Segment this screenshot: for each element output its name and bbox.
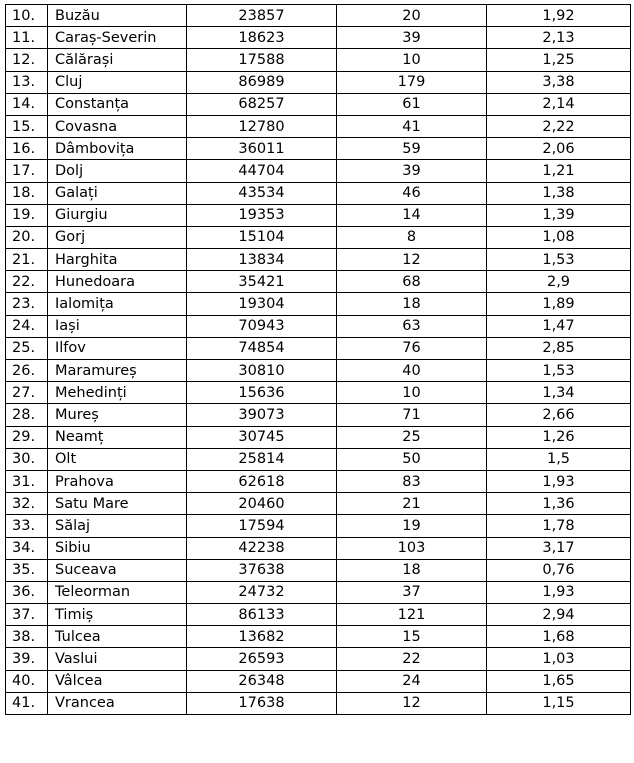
value-cell: 70943 bbox=[187, 315, 337, 337]
row-number-cell: 18. bbox=[6, 182, 48, 204]
county-name-cell: Teleorman bbox=[48, 581, 187, 603]
county-name-cell: Dolj bbox=[48, 160, 187, 182]
county-name-cell: Ialomița bbox=[48, 293, 187, 315]
value-cell: 43534 bbox=[187, 182, 337, 204]
county-name-cell: Mureș bbox=[48, 404, 187, 426]
row-number-cell: 17. bbox=[6, 160, 48, 182]
ratio-cell: 2,13 bbox=[487, 27, 631, 49]
county-name-cell: Iași bbox=[48, 315, 187, 337]
value-cell: 26348 bbox=[187, 670, 337, 692]
value-cell: 17588 bbox=[187, 49, 337, 71]
count-cell: 61 bbox=[337, 93, 487, 115]
value-cell: 18623 bbox=[187, 27, 337, 49]
county-name-cell: Satu Mare bbox=[48, 493, 187, 515]
table-row bbox=[6, 49, 631, 71]
ratio-cell: 1,08 bbox=[487, 226, 631, 248]
count-cell: 18 bbox=[337, 559, 487, 581]
county-name-cell: Hunedoara bbox=[48, 271, 187, 293]
table-row bbox=[6, 670, 631, 692]
table-row bbox=[6, 648, 631, 670]
ratio-cell: 3,38 bbox=[487, 71, 631, 93]
table-row bbox=[6, 404, 631, 426]
row-number-cell: 30. bbox=[6, 448, 48, 470]
ratio-cell: 1,15 bbox=[487, 692, 631, 714]
value-cell: 39073 bbox=[187, 404, 337, 426]
county-name-cell: Dâmbovița bbox=[48, 138, 187, 160]
row-number-cell: 24. bbox=[6, 315, 48, 337]
row-number-cell: 19. bbox=[6, 204, 48, 226]
row-number-cell: 34. bbox=[6, 537, 48, 559]
ratio-cell: 1,25 bbox=[487, 49, 631, 71]
ratio-cell: 1,92 bbox=[487, 5, 631, 27]
value-cell: 12780 bbox=[187, 115, 337, 137]
count-cell: 40 bbox=[337, 360, 487, 382]
count-cell: 10 bbox=[337, 382, 487, 404]
value-cell: 30745 bbox=[187, 426, 337, 448]
count-cell: 121 bbox=[337, 604, 487, 626]
row-number-cell: 38. bbox=[6, 626, 48, 648]
value-cell: 74854 bbox=[187, 337, 337, 359]
row-number-cell: 13. bbox=[6, 71, 48, 93]
value-cell: 37638 bbox=[187, 559, 337, 581]
value-cell: 24732 bbox=[187, 581, 337, 603]
county-name-cell: Vrancea bbox=[48, 692, 187, 714]
county-name-cell: Călărași bbox=[48, 49, 187, 71]
ratio-cell: 1,34 bbox=[487, 382, 631, 404]
value-cell: 17638 bbox=[187, 692, 337, 714]
row-number-cell: 11. bbox=[6, 27, 48, 49]
county-name-cell: Cluj bbox=[48, 71, 187, 93]
count-cell: 83 bbox=[337, 470, 487, 492]
value-cell: 36011 bbox=[187, 138, 337, 160]
table-row bbox=[6, 426, 631, 448]
row-number-cell: 10. bbox=[6, 5, 48, 27]
ratio-cell: 1,38 bbox=[487, 182, 631, 204]
count-cell: 41 bbox=[337, 115, 487, 137]
table-row bbox=[6, 470, 631, 492]
value-cell: 15636 bbox=[187, 382, 337, 404]
table-row bbox=[6, 93, 631, 115]
county-name-cell: Mehedinți bbox=[48, 382, 187, 404]
ratio-cell: 1,26 bbox=[487, 426, 631, 448]
count-cell: 12 bbox=[337, 249, 487, 271]
row-number-cell: 20. bbox=[6, 226, 48, 248]
count-cell: 76 bbox=[337, 337, 487, 359]
value-cell: 19304 bbox=[187, 293, 337, 315]
value-cell: 35421 bbox=[187, 271, 337, 293]
ratio-cell: 1,93 bbox=[487, 470, 631, 492]
ratio-cell: 0,76 bbox=[487, 559, 631, 581]
row-number-cell: 31. bbox=[6, 470, 48, 492]
table-row bbox=[6, 27, 631, 49]
row-number-cell: 23. bbox=[6, 293, 48, 315]
table-row bbox=[6, 604, 631, 626]
table-row bbox=[6, 382, 631, 404]
count-cell: 20 bbox=[337, 5, 487, 27]
county-name-cell: Timiș bbox=[48, 604, 187, 626]
ratio-cell: 1,47 bbox=[487, 315, 631, 337]
ratio-cell: 2,14 bbox=[487, 93, 631, 115]
row-number-cell: 32. bbox=[6, 493, 48, 515]
table-row bbox=[6, 115, 631, 137]
value-cell: 30810 bbox=[187, 360, 337, 382]
count-cell: 18 bbox=[337, 293, 487, 315]
row-number-cell: 36. bbox=[6, 581, 48, 603]
county-name-cell: Tulcea bbox=[48, 626, 187, 648]
value-cell: 86133 bbox=[187, 604, 337, 626]
ratio-cell: 1,5 bbox=[487, 448, 631, 470]
table-row bbox=[6, 448, 631, 470]
county-name-cell: Caraș-Severin bbox=[48, 27, 187, 49]
count-cell: 39 bbox=[337, 160, 487, 182]
table-row bbox=[6, 360, 631, 382]
table-row bbox=[6, 226, 631, 248]
county-name-cell: Maramureș bbox=[48, 360, 187, 382]
row-number-cell: 35. bbox=[6, 559, 48, 581]
county-name-cell: Vâlcea bbox=[48, 670, 187, 692]
county-name-cell: Suceava bbox=[48, 559, 187, 581]
table-row bbox=[6, 71, 631, 93]
row-number-cell: 27. bbox=[6, 382, 48, 404]
count-cell: 24 bbox=[337, 670, 487, 692]
ratio-cell: 2,9 bbox=[487, 271, 631, 293]
value-cell: 68257 bbox=[187, 93, 337, 115]
value-cell: 15104 bbox=[187, 226, 337, 248]
ratio-cell: 1,78 bbox=[487, 515, 631, 537]
ratio-cell: 1,36 bbox=[487, 493, 631, 515]
ratio-cell: 2,22 bbox=[487, 115, 631, 137]
count-cell: 22 bbox=[337, 648, 487, 670]
ratio-cell: 1,53 bbox=[487, 360, 631, 382]
ratio-cell: 1,53 bbox=[487, 249, 631, 271]
table-row bbox=[6, 5, 631, 27]
county-name-cell: Gorj bbox=[48, 226, 187, 248]
value-cell: 44704 bbox=[187, 160, 337, 182]
table-row bbox=[6, 182, 631, 204]
value-cell: 86989 bbox=[187, 71, 337, 93]
row-number-cell: 40. bbox=[6, 670, 48, 692]
table-row bbox=[6, 692, 631, 714]
row-number-cell: 21. bbox=[6, 249, 48, 271]
count-cell: 63 bbox=[337, 315, 487, 337]
value-cell: 13834 bbox=[187, 249, 337, 271]
county-name-cell: Sibiu bbox=[48, 537, 187, 559]
count-cell: 15 bbox=[337, 626, 487, 648]
value-cell: 62618 bbox=[187, 470, 337, 492]
table-row bbox=[6, 293, 631, 315]
count-cell: 46 bbox=[337, 182, 487, 204]
county-name-cell: Olt bbox=[48, 448, 187, 470]
count-cell: 14 bbox=[337, 204, 487, 226]
ratio-cell: 1,93 bbox=[487, 581, 631, 603]
county-name-cell: Neamț bbox=[48, 426, 187, 448]
ratio-cell: 1,89 bbox=[487, 293, 631, 315]
table-row bbox=[6, 160, 631, 182]
row-number-cell: 37. bbox=[6, 604, 48, 626]
table-row bbox=[6, 271, 631, 293]
ratio-cell: 1,21 bbox=[487, 160, 631, 182]
count-cell: 103 bbox=[337, 537, 487, 559]
count-cell: 25 bbox=[337, 426, 487, 448]
county-data-table bbox=[5, 4, 631, 715]
county-name-cell: Covasna bbox=[48, 115, 187, 137]
count-cell: 12 bbox=[337, 692, 487, 714]
ratio-cell: 1,65 bbox=[487, 670, 631, 692]
county-name-cell: Prahova bbox=[48, 470, 187, 492]
table-row bbox=[6, 315, 631, 337]
value-cell: 17594 bbox=[187, 515, 337, 537]
count-cell: 37 bbox=[337, 581, 487, 603]
ratio-cell: 2,85 bbox=[487, 337, 631, 359]
table-body bbox=[6, 5, 631, 715]
table-row bbox=[6, 581, 631, 603]
row-number-cell: 41. bbox=[6, 692, 48, 714]
row-number-cell: 39. bbox=[6, 648, 48, 670]
value-cell: 42238 bbox=[187, 537, 337, 559]
row-number-cell: 15. bbox=[6, 115, 48, 137]
ratio-cell: 3,17 bbox=[487, 537, 631, 559]
ratio-cell: 1,39 bbox=[487, 204, 631, 226]
value-cell: 26593 bbox=[187, 648, 337, 670]
table-row bbox=[6, 626, 631, 648]
county-name-cell: Buzău bbox=[48, 5, 187, 27]
ratio-cell: 1,68 bbox=[487, 626, 631, 648]
table-row bbox=[6, 138, 631, 160]
county-name-cell: Sălaj bbox=[48, 515, 187, 537]
row-number-cell: 26. bbox=[6, 360, 48, 382]
county-name-cell: Galați bbox=[48, 182, 187, 204]
table-row bbox=[6, 249, 631, 271]
county-name-cell: Ilfov bbox=[48, 337, 187, 359]
count-cell: 68 bbox=[337, 271, 487, 293]
count-cell: 179 bbox=[337, 71, 487, 93]
row-number-cell: 33. bbox=[6, 515, 48, 537]
county-name-cell: Giurgiu bbox=[48, 204, 187, 226]
value-cell: 23857 bbox=[187, 5, 337, 27]
row-number-cell: 14. bbox=[6, 93, 48, 115]
count-cell: 19 bbox=[337, 515, 487, 537]
row-number-cell: 25. bbox=[6, 337, 48, 359]
table-row bbox=[6, 515, 631, 537]
row-number-cell: 29. bbox=[6, 426, 48, 448]
ratio-cell: 2,94 bbox=[487, 604, 631, 626]
table-row bbox=[6, 537, 631, 559]
count-cell: 59 bbox=[337, 138, 487, 160]
count-cell: 50 bbox=[337, 448, 487, 470]
county-name-cell: Constanța bbox=[48, 93, 187, 115]
table-row bbox=[6, 493, 631, 515]
count-cell: 21 bbox=[337, 493, 487, 515]
value-cell: 19353 bbox=[187, 204, 337, 226]
count-cell: 8 bbox=[337, 226, 487, 248]
table-row bbox=[6, 204, 631, 226]
count-cell: 10 bbox=[337, 49, 487, 71]
count-cell: 39 bbox=[337, 27, 487, 49]
row-number-cell: 22. bbox=[6, 271, 48, 293]
row-number-cell: 12. bbox=[6, 49, 48, 71]
ratio-cell: 2,66 bbox=[487, 404, 631, 426]
county-name-cell: Vaslui bbox=[48, 648, 187, 670]
table-row bbox=[6, 337, 631, 359]
value-cell: 13682 bbox=[187, 626, 337, 648]
value-cell: 25814 bbox=[187, 448, 337, 470]
row-number-cell: 28. bbox=[6, 404, 48, 426]
county-name-cell: Harghita bbox=[48, 249, 187, 271]
value-cell: 20460 bbox=[187, 493, 337, 515]
table-row bbox=[6, 559, 631, 581]
ratio-cell: 1,03 bbox=[487, 648, 631, 670]
count-cell: 71 bbox=[337, 404, 487, 426]
row-number-cell: 16. bbox=[6, 138, 48, 160]
ratio-cell: 2,06 bbox=[487, 138, 631, 160]
